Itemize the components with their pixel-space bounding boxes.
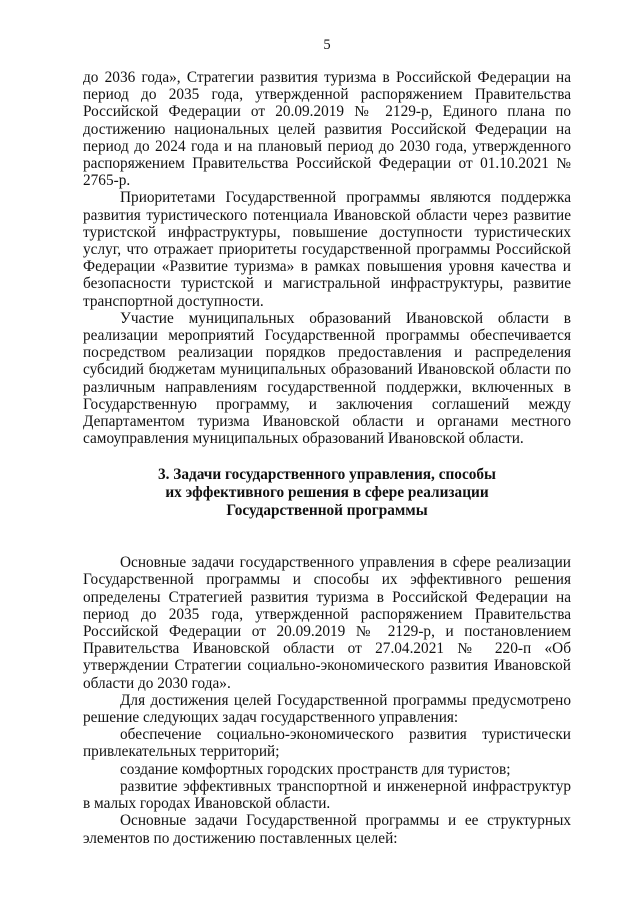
section-heading-line-2: их эффективного решения в сфере реализации — [165, 484, 489, 502]
list-item-task: развитие эффективных транспортной и инженерной инфраструктур в малых городах Ивановской области. — [83, 777, 571, 813]
paragraph-structural-tasks: Основные задачи Государственной программы и ее структурных элементов по достижению поставленных целей: — [83, 812, 571, 847]
spacer — [83, 447, 571, 466]
spacer — [83, 519, 571, 554]
list-item-task: обеспечение социально-экономического развития туристически привлекательных территорий; — [83, 726, 571, 761]
paragraph-continuation: до 2036 года», Стратегии развития туризма в Российской Федерации на период до 2035 года, утвержденной распоряжением Правительства Российской Федерации от 20.09.2019 № 2129-р, Единого плана по достижению национальных целей развития Российской Федерации на период до 2024 года и на плановый период до 2030 года, утвержденного распоряжением Правительства Российской Федерации от 01.10.2021 № 2765-р. — [83, 69, 571, 190]
section-heading — [83, 466, 571, 519]
paragraph-tasks-intro: Для достижения целей Государственной программы предусмотрено решение следующих задач государственного управления: — [83, 691, 571, 727]
paragraph-municipal-participation: Участие муниципальных образований Ивановской области в реализации мероприятий Государственной программы обеспечивается посредством реализации порядков предоставления и распределения субсидий бюджетам муниципальных образований Ивановской области по различным направлениям государственной поддержки, включенных в Государственную программу, и заключения соглашений между Департаментом туризма Ивановской области и органами местного самоуправления муниципальных образований Ивановской области. — [83, 309, 571, 448]
paragraph-main-tasks: Основные задачи государственного управления в сфере реализации Государственной программы и способы их эффективного решения определены Стратегией развития туризма в Российской Федерации на период до 2035 года, утвержденной распоряжением Правительства Российской Федерации от 20.09.2019 № 2129-р, и постановлением Правительства Ивановской области от 27.04.2021 № 220-п «Об утверждении Стратегии социально-экономического развития Ивановской области до 2030 года». — [83, 554, 571, 692]
page-number: 5 — [323, 37, 331, 53]
paragraph-priorities: Приоритетами Государственной программы являются поддержка развития туристического потенциала Ивановской области через развитие туристской инфраструктуры, повышение доступности туристических услуг, что отражает приоритеты государственной программы Российской Федерации «Развитие туризма» в рамках повышения уровня качества и безопасности туристской и магистральной инфраструктуры, развитие транспортной доступности. — [83, 189, 571, 310]
document-body — [83, 69, 571, 847]
section-heading-line-3: Государственной программы — [226, 501, 428, 519]
section-heading-line-1: 3. Задачи государственного управления, способы — [158, 466, 496, 484]
list-item-task: создание комфортных городских пространств для туристов; — [120, 760, 511, 778]
